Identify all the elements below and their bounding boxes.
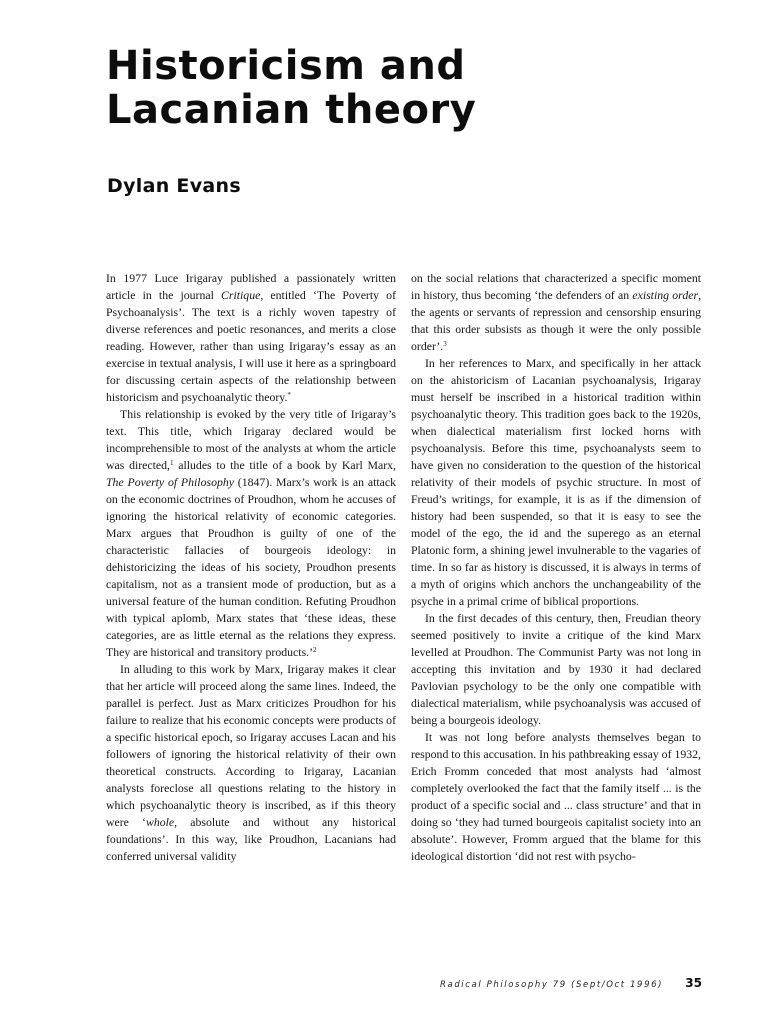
journal-citation: Radical Philosophy 79 (Sept/Oct 1996) xyxy=(440,980,663,990)
footnote-ref: 2 xyxy=(313,646,317,654)
text-run: , the agents or servants of repression and censorship ensuring that this order subsists as though it were the only possible order’. xyxy=(411,288,702,353)
footnote-ref: * xyxy=(287,391,291,399)
author-name: Dylan Evans xyxy=(107,175,241,197)
italic-text: whole xyxy=(145,815,175,829)
text-run: alludes to the title of a book by Karl Marx, xyxy=(173,458,397,472)
italic-text: Critique xyxy=(221,288,261,302)
page-footer xyxy=(440,976,702,990)
footnote-ref: 1 xyxy=(170,459,174,467)
title-line-1: Historicism and xyxy=(106,43,466,89)
text-run: This relationship is evoked by the very title of Irigaray’s text. This title, which Irigaray declared would be incomprehensible to most of the analysts at whom the article was directed, xyxy=(106,407,396,472)
italic-text: existing order xyxy=(632,288,699,302)
text-run: , entitled ‘The Poverty of Psychoanalysis’. The text is a richly woven tapestry of diverse references and poetic resonances, and merits a close reading. However, rather than using Irigaray’s essay as an exercise in textual analysis, I will use it here as a springboard for discussing certain aspects of the relationship between historicism and psychoanalytic theory. xyxy=(106,288,396,404)
text-run: In the first decades of this century, then, Freudian theory seemed positively to invite a critique of the kind Marx levelled at Proudhon. The Communist Party was not long in accepting this invitation and by 1930 it had declared Pavlovian psychology to be the only one compatible with dialectical materialism, while psychoanalysis was accused of being a bourgeois ideology. xyxy=(411,611,701,727)
article-title xyxy=(106,44,666,132)
text-run: In alluding to this work by Marx, Irigaray makes it clear that her article will proceed along the same lines. Indeed, the parallel is perfect. Just as Marx criticizes Proudhon for his failure to realize that his economic concepts were products of a specific historical epoch, so Irigaray accuses Lacan and his followers of ignoring the historical relativity of their own theoretical constructs. According to Irigaray, Lacanian analysts foreclose all questions relating to the history in which psychoanalytic theory is inscribed, as if this theory were ‘ xyxy=(106,662,396,829)
paragraph xyxy=(411,610,701,729)
paragraph xyxy=(106,270,396,406)
text-run: , absolute and without any historical foundations’. In this way, like Proudhon, Lacanians had conferred universal validity xyxy=(106,815,396,863)
paragraph xyxy=(106,406,396,661)
page-number: 35 xyxy=(685,976,702,990)
left-column xyxy=(106,270,396,865)
right-column xyxy=(411,270,701,865)
text-run: In her references to Marx, and specifically in her attack on the ahistoricism of Lacanian psychoanalysis, Irigaray must herself be inscribed in a historical tradition within psychoanalytic theory. This tradition goes back to the 1920s, when dialectical materialism first locked horns with psychoanalysis. Before this time, psychoanalysts seem to have given no consideration to the question of the historical relativity of their models of psychic structure. In most of Freud’s writings, for example, it is as if the dimension of history had been suspended, so that it is easy to see the model of the ego, the id and the superego as an eternal Platonic form, a shining jewel invulnerable to the vagaries of time. In so far as history is discussed, it is always in terms of a myth of origins which anchors the unchangeability of the psyche in a primal crime of biblical proportions. xyxy=(411,356,701,608)
text-run: on the social relations that characterized a specific moment in history, thus becoming ‘the defenders of an xyxy=(411,271,701,302)
footnote-ref: 3 xyxy=(443,340,447,348)
text-run: In 1977 Luce Irigaray published a passionately written article in the journal xyxy=(106,271,396,302)
text-run: (1847). Marx’s work is an attack on the economic doctrines of Proudhon, whom he accuses of ignoring the historical relativity of economic categories. Marx argues that Proudhon is guilty of one of the characteristic fallacies of bourgeois ideology: in dehistoricizing the ideas of his society, Proudhon presents capitalism, not as a transient mode of production, but as a universal feature of the human condition. Refuting Proudhon with typical aplomb, Marx states that ‘these ideas, these categories, are as little eternal as the relations they express. They are historical and transitory products.’ xyxy=(106,475,396,659)
title-line-2: Lacanian theory xyxy=(106,87,477,133)
paragraph xyxy=(411,355,701,610)
italic-text: The Poverty of Philosophy xyxy=(106,475,235,489)
paragraph xyxy=(411,270,701,355)
paragraph xyxy=(411,729,701,865)
paragraph xyxy=(106,661,396,865)
text-run: It was not long before analysts themselves began to respond to this accusation. In his pathbreaking essay of 1932, Erich Fromm conceded that most analysts had ‘almost completely overlooked the fact that the family itself ... is the product of a specific social and ... class structure’ and that in doing so ‘they had turned bourgeois capitalist society into an absolute’. However, Fromm argued that the blame for this ideological distortion ‘did not rest with psycho- xyxy=(411,730,701,863)
